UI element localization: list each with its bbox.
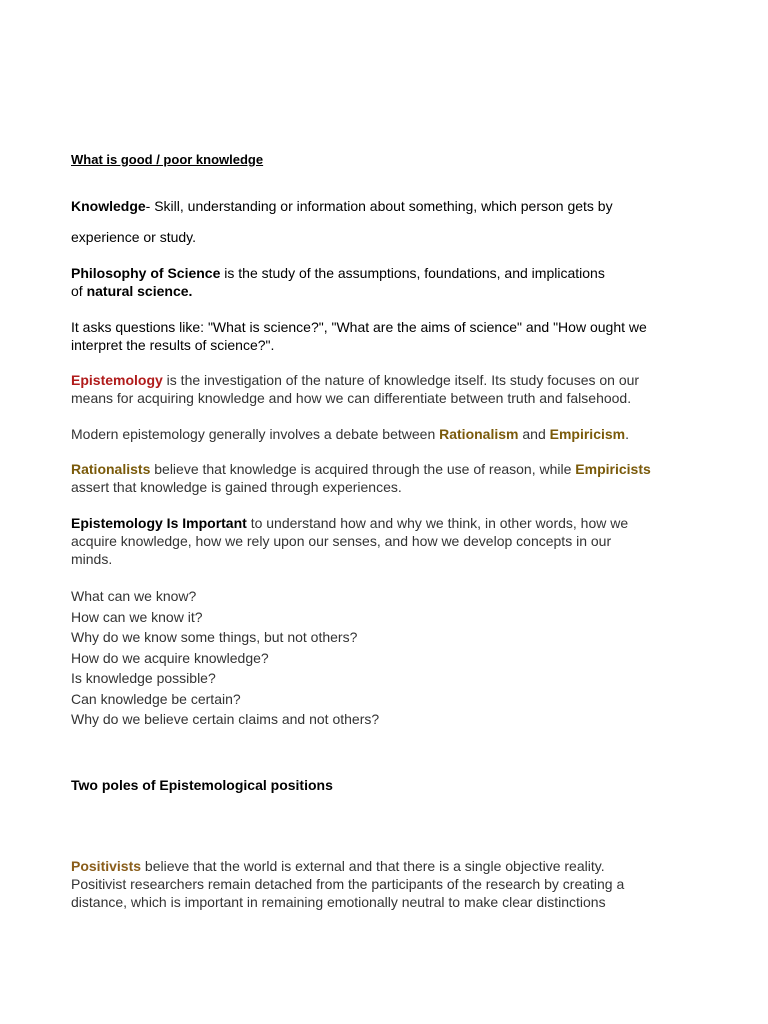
knowledge-term: Knowledge xyxy=(71,198,146,214)
rationalists-paragraph: Rationalists believe that knowledge is acquired through the use of reason, while Empiricists assert that knowledge is gained through experiences. xyxy=(71,461,651,495)
list-item: How can we know it? xyxy=(71,608,203,625)
modern-epistemology-paragraph: Modern epistemology generally involves a debate between Rationalism and Empiricism. xyxy=(71,426,629,442)
rationalism-term: Rationalism xyxy=(439,426,519,442)
list-item: Why do we believe certain claims and not others? xyxy=(71,711,380,727)
empiricists-term: Empiricists xyxy=(575,461,651,477)
epistemology-paragraph: Epistemology is the investigation of the nature of knowledge itself. Its study focuses on our means for acquiring knowledge and how we can differentiate between truth and falsehood. xyxy=(71,372,640,406)
questions-paragraph: It asks questions like: "What is science?", "What are the aims of science" and "How ought we interpret the results of science?". xyxy=(71,319,647,353)
knowledge-definition-cont: experience or study. xyxy=(71,229,197,245)
importance-term: Epistemology Is Important xyxy=(71,515,247,531)
epistemology-term: Epistemology xyxy=(71,372,163,388)
list-item: Can knowledge be certain? xyxy=(71,690,241,707)
empiricism-term: Empiricism xyxy=(549,426,626,442)
list-item: What can we know? xyxy=(71,588,197,604)
philosophy-term: Philosophy of Science xyxy=(71,265,221,281)
list-item: Is knowledge possible? xyxy=(71,670,216,686)
rationalists-term: Rationalists xyxy=(71,461,151,477)
page-heading: What is good / poor knowledge xyxy=(71,152,264,167)
knowledge-definition: Knowledge- Skill, understanding or information about something, which person gets by xyxy=(71,198,613,214)
positivists-paragraph: Positivists believe that the world is external and that there is a single objective reality. Positivist researchers remain detached from the participants of the research by creating a distance, which is important in remaining emotionally neutral to make clear distinctions xyxy=(71,858,625,910)
poles-heading: Two poles of Epistemological positions xyxy=(71,777,333,793)
importance-paragraph: Epistemology Is Important to understand how and why we think, in other words, how we acquire knowledge, how we rely upon our senses, and how we develop concepts in our minds. xyxy=(71,515,629,567)
list-item: How do we acquire knowledge? xyxy=(71,649,269,666)
philosophy-paragraph: Philosophy of Science is the study of the assumptions, foundations, and implications of natural science. xyxy=(71,265,605,299)
list-item: Why do we know some things, but not others? xyxy=(71,629,358,645)
natural-science-term: natural science. xyxy=(86,283,193,299)
question-list xyxy=(71,586,711,730)
positivists-term: Positivists xyxy=(71,858,142,874)
